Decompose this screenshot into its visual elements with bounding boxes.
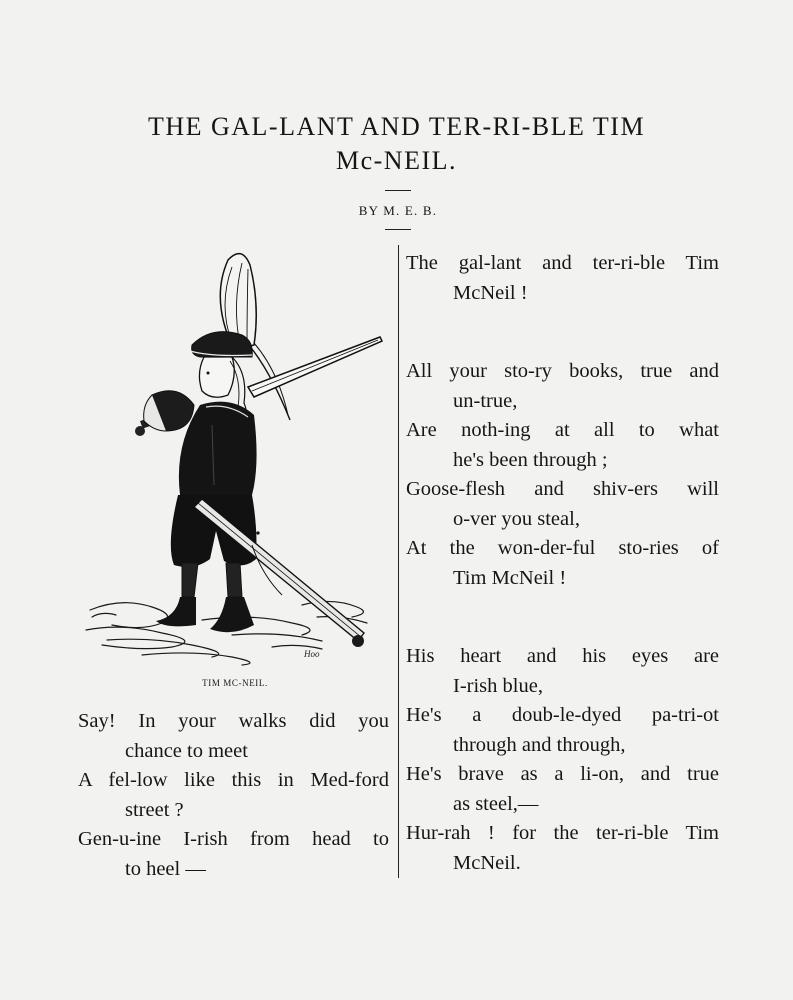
verse-line: Say! In your walks did you — [78, 710, 389, 732]
illustration-caption: TIM MC-NEIL. — [202, 678, 268, 688]
title-rule-bottom — [385, 229, 411, 230]
verse-line: through and through, — [453, 733, 626, 756]
verse-line: to heel — — [125, 857, 206, 880]
verse-line: street ? — [125, 798, 184, 821]
poem-title-line-1: THE GAL-LANT AND TER-RI-BLE TIM — [147, 112, 646, 141]
poem-title-line-2: Mc-NEIL. — [335, 146, 457, 175]
verse-line: He's a doub-le-dyed pa-tri-ot — [406, 704, 719, 726]
verse-line: The gal-lant and ter-ri-ble Tim — [406, 252, 719, 274]
svg-text:Hoo: Hoo — [304, 649, 320, 659]
verse-line: Tim McNeil ! — [453, 566, 567, 589]
verse-line: o-ver you steal, — [453, 507, 580, 530]
signature-mark — [303, 649, 320, 659]
left-verse — [78, 707, 389, 884]
verse-line: Goose-flesh and shiv-ers will — [406, 478, 719, 500]
title-rule-top — [385, 190, 411, 191]
verse-line: Are noth-ing at all to what — [406, 419, 719, 441]
right-verse — [406, 249, 719, 878]
author-byline: BY M. E. B. — [358, 203, 438, 218]
verse-line: At the won-der-ful sto-ries of — [406, 537, 719, 559]
verse-line: chance to meet — [125, 739, 248, 762]
stanza-break — [406, 593, 719, 642]
verse-line: A fel-low like this in Med-ford — [78, 769, 389, 791]
verse-line: Gen-u-ine I-rish from head to — [78, 828, 389, 850]
verse-line: un-true, — [453, 389, 518, 412]
verse-line: All your sto-ry books, true and — [406, 360, 719, 382]
stanza-break — [406, 308, 719, 357]
verse-line: as steel,— — [453, 792, 539, 815]
verse-line: McNeil ! — [453, 281, 528, 304]
verse-line: McNeil. — [453, 851, 521, 874]
verse-line: He's brave as a li-on, and true — [406, 763, 719, 785]
verse-line: His heart and his eyes are — [406, 645, 719, 667]
poem-title — [60, 110, 733, 178]
column-divider — [398, 245, 399, 878]
verse-line: he's been through ; — [453, 448, 608, 471]
legs-and-boots — [156, 563, 254, 632]
verse-line: Hur-rah ! for the ter-ri-ble Tim — [406, 822, 719, 844]
verse-line: I-rish blue, — [453, 674, 543, 697]
tim-mcneil-illustration — [82, 245, 392, 670]
helmet — [190, 332, 252, 357]
